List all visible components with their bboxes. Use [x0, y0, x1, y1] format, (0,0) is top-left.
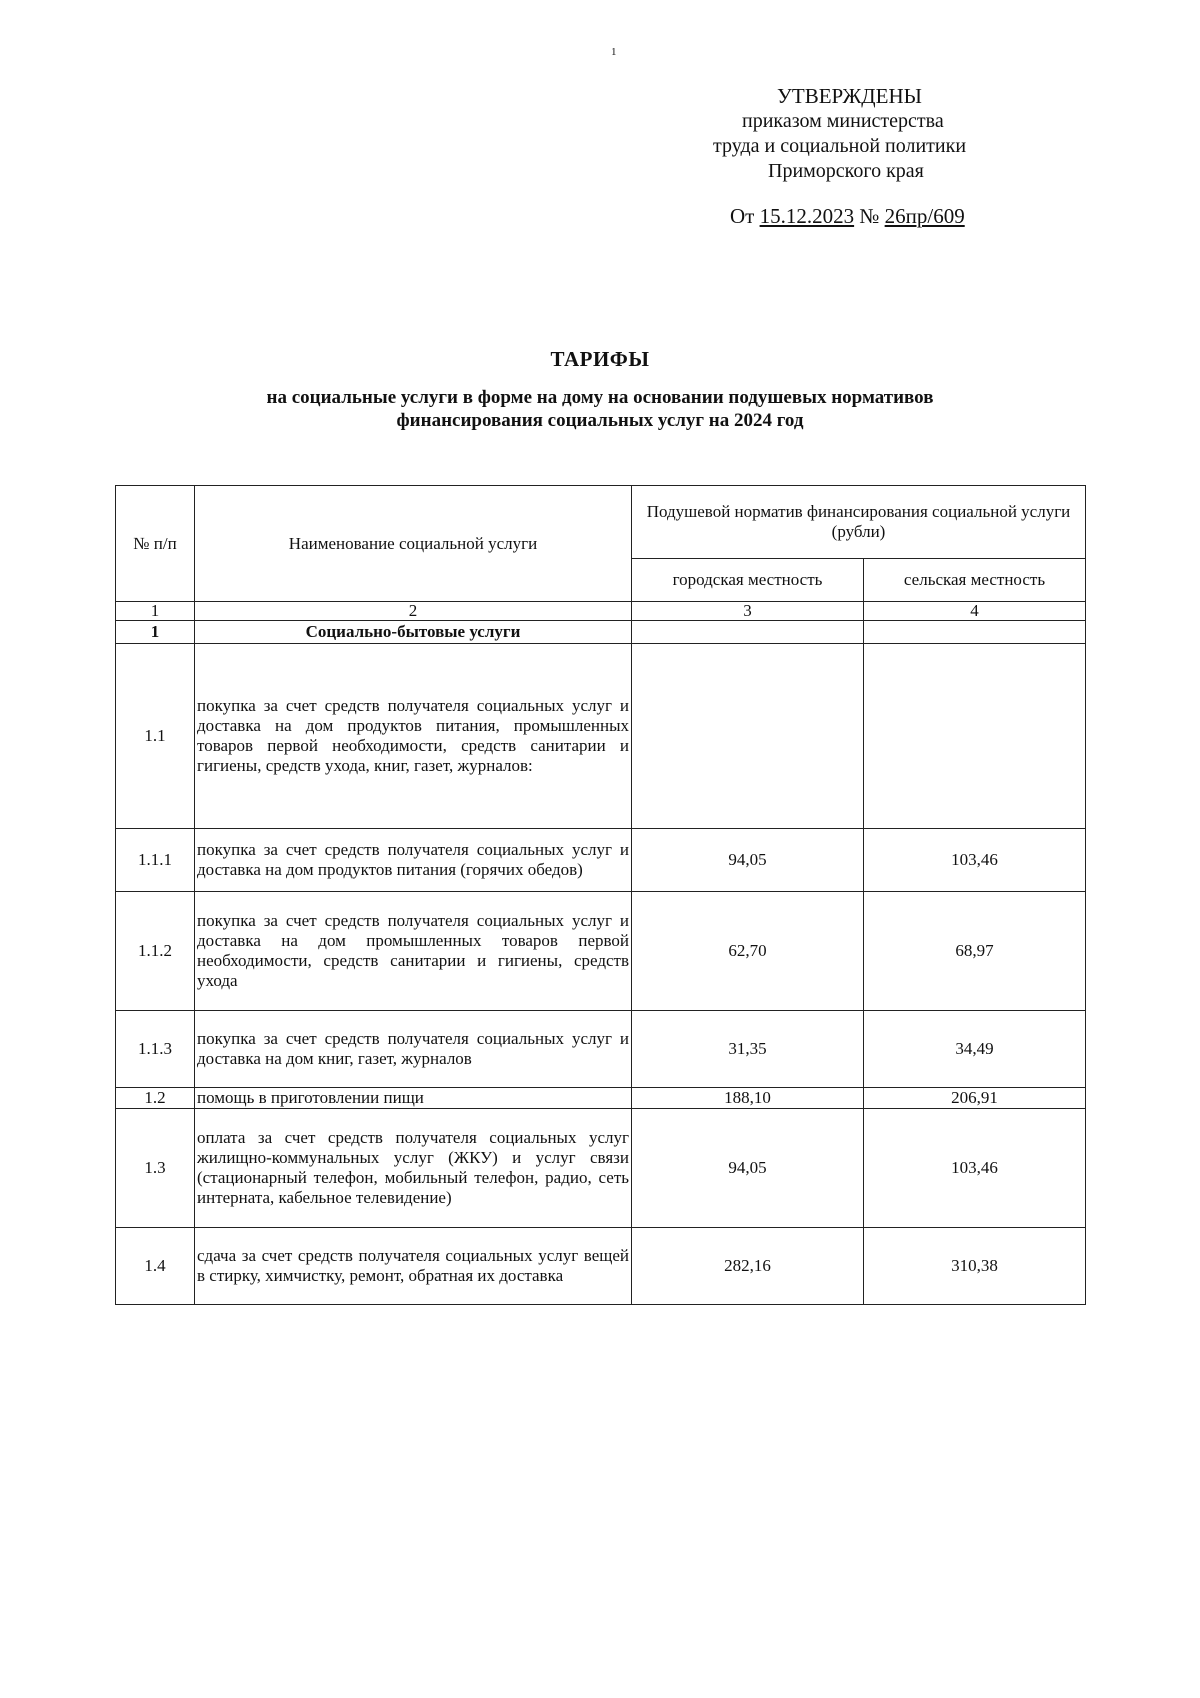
approval-line-3: Приморского края [768, 160, 924, 182]
row-urban: 282,16 [632, 1228, 864, 1305]
row-num: 1.1 [116, 644, 195, 829]
table-row [116, 1088, 1086, 1109]
row-urban: 94,05 [632, 829, 864, 892]
column-number: 1 [116, 602, 195, 621]
title-main: ТАРИФЫ [550, 347, 650, 371]
approval-line-1: приказом министерства [742, 110, 944, 132]
title-line-2: финансирования социальных услуг на 2024 год [396, 410, 804, 431]
row-name: покупка за счет средств получателя социальных услуг и доставка на дом промышленных товаров первой необходимости, средств санитарии и гигиены, средств ухода [195, 892, 632, 1011]
row-rural: 206,91 [864, 1088, 1086, 1109]
order-line [660, 204, 1060, 229]
table-row [116, 644, 1086, 829]
row-name: сдача за счет средств получателя социальных услуг вещей в стирку, химчистку, ремонт, обратная их доставка [195, 1228, 632, 1305]
section-row [116, 621, 1086, 644]
row-urban: 94,05 [632, 1109, 864, 1228]
page-number: 1 [611, 46, 617, 58]
table-row [116, 829, 1086, 892]
row-name: оплата за счет средств получателя социальных услуг жилищно-коммунальных услуг (ЖКУ) и услуг связи (стационарный телефон, мобильный телефон, радио, сеть интерната, кабельное телевидение) [195, 1109, 632, 1228]
approval-block [660, 84, 1060, 229]
section-num: 1 [116, 621, 195, 644]
section-urban [632, 621, 864, 644]
table-header-row [116, 486, 1086, 559]
approval-heading: УТВЕРЖДЕНЫ [777, 84, 922, 108]
row-name: покупка за счет средств получателя социальных услуг и доставка на дом книг, газет, журналов [195, 1011, 632, 1088]
column-numbering-row [116, 602, 1086, 621]
row-name: покупка за счет средств получателя социальных услуг и доставка на дом продуктов питания (горячих обедов) [195, 829, 632, 892]
row-rural: 103,46 [864, 829, 1086, 892]
table-row [116, 1228, 1086, 1305]
approval-line-2: труда и социальной политики [713, 135, 967, 157]
row-name: помощь в приготовлении пищи [195, 1088, 632, 1109]
section-name: Социально-бытовые услуги [195, 621, 632, 644]
order-number-sign: № [854, 204, 885, 228]
row-rural: 68,97 [864, 892, 1086, 1011]
header-urban: городская местность [632, 559, 864, 602]
row-num: 1.1.2 [116, 892, 195, 1011]
section-rural [864, 621, 1086, 644]
row-num: 1.3 [116, 1109, 195, 1228]
table-row [116, 892, 1086, 1011]
document-title [130, 347, 1070, 432]
tariffs-table [115, 485, 1086, 1305]
order-date: 15.12.2023 [759, 204, 855, 228]
column-number: 2 [195, 602, 632, 621]
header-rural: сельская местность [864, 559, 1086, 602]
column-number: 3 [632, 602, 864, 621]
column-number: 4 [864, 602, 1086, 621]
row-urban: 31,35 [632, 1011, 864, 1088]
order-prefix: От [730, 204, 760, 228]
row-urban [632, 644, 864, 829]
order-number: 26пр/609 [884, 204, 965, 228]
row-num: 1.1.3 [116, 1011, 195, 1088]
row-num: 1.4 [116, 1228, 195, 1305]
row-rural: 34,49 [864, 1011, 1086, 1088]
row-rural: 103,46 [864, 1109, 1086, 1228]
header-name: Наименование социальной услуги [195, 486, 632, 602]
header-norm: Подушевой норматив финансирования социальной услуги (рубли) [632, 486, 1086, 559]
header-num: № п/п [116, 486, 195, 602]
table-row [116, 1109, 1086, 1228]
row-rural: 310,38 [864, 1228, 1086, 1305]
row-name: покупка за счет средств получателя социальных услуг и доставка на дом продуктов питания, промышленных товаров первой необходимости, средств санитарии и гигиены, средств ухода, книг, газет, журналов: [195, 644, 632, 829]
row-rural [864, 644, 1086, 829]
row-num: 1.2 [116, 1088, 195, 1109]
row-num: 1.1.1 [116, 829, 195, 892]
row-urban: 62,70 [632, 892, 864, 1011]
title-line-1: на социальные услуги в форме на дому на основании подушевых нормативов [266, 387, 934, 408]
row-urban: 188,10 [632, 1088, 864, 1109]
table-row [116, 1011, 1086, 1088]
